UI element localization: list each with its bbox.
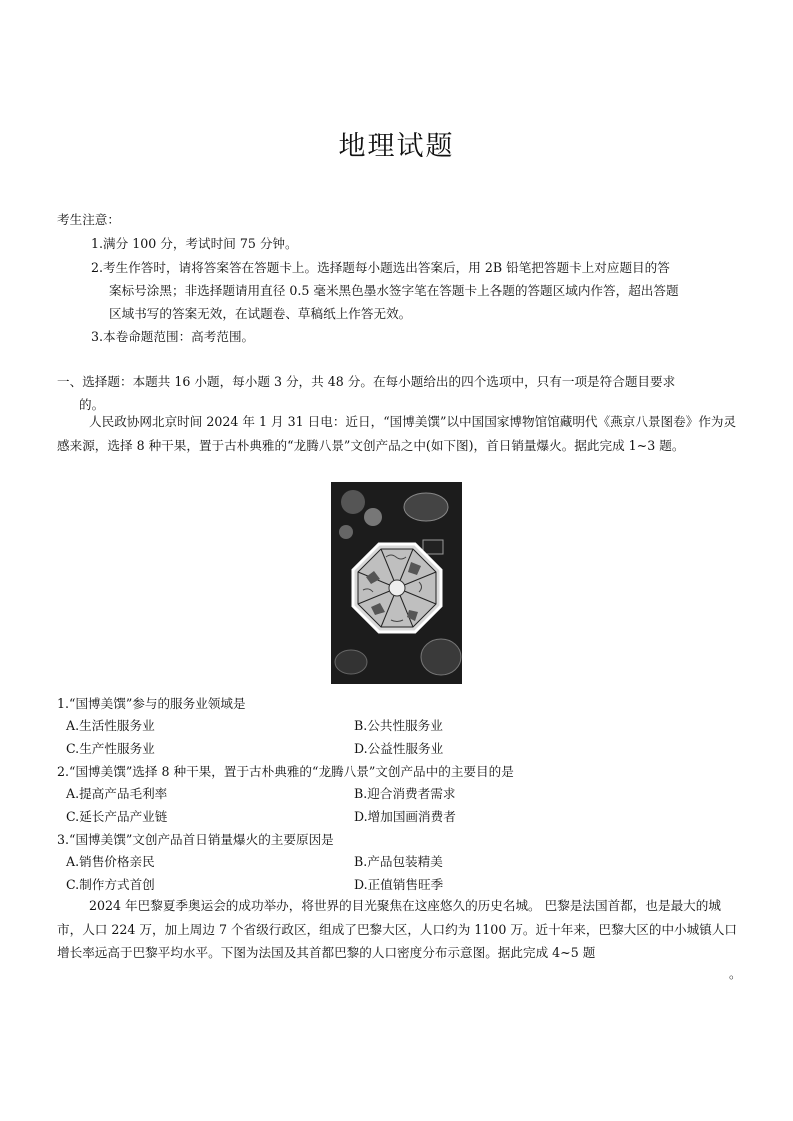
question-3-option-d[interactable]: D.正值销售旺季 bbox=[354, 877, 444, 892]
question-1-option-b[interactable]: B.公共性服务业 bbox=[354, 718, 443, 733]
question-2-stem: 2.“国博美馔”选择 8 种干果，置于古朴典雅的“龙腾八景”文创产品中的主要目的是 bbox=[57, 764, 514, 779]
question-1-option-a[interactable]: A.生活性服务业 bbox=[66, 718, 155, 733]
notice-heading: 考生注意： bbox=[57, 212, 120, 227]
passage-2: 2024 年巴黎夏季奥运会的成功举办，将世界的目光聚焦在这座悠久的历史名城。 巴黎是法国首都，也是最大的城市，人口 224 万，加上周边 7 个省级行政区，组成了巴黎大区，人口约为 1100 万。近十年来，巴黎大区的中小城镇人口增长率远高于巴黎平均水平。下图为法国及其首都巴黎的人口密度分布示意图。据此完成 4~5 题 bbox=[57, 898, 738, 960]
product-photo bbox=[331, 482, 462, 684]
question-3-stem: 3.“国博美馔”文创产品首日销量爆火的主要原因是 bbox=[57, 832, 334, 847]
notice-item-2-cont: 案标号涂黑；非选择题请用直径 0.5 毫米黑色墨水签字笔在答题卡上各题的答题区域内作答，超出答题 bbox=[109, 283, 679, 298]
question-1-stem: 1.“国博美馔”参与的服务业领域是 bbox=[57, 696, 246, 711]
question-3-option-a[interactable]: A.销售价格亲民 bbox=[66, 854, 155, 869]
question-2-option-c[interactable]: C.延长产品产业链 bbox=[66, 809, 168, 824]
passage-2-end-mark: 。 bbox=[729, 966, 742, 981]
question-2-option-b[interactable]: B.迎合消费者需求 bbox=[354, 786, 456, 801]
notice-item-3: 3.本卷命题范围：高考范围。 bbox=[91, 329, 255, 344]
question-1-option-c[interactable]: C.生产性服务业 bbox=[66, 741, 155, 756]
notice-item-1: 1.满分 100 分，考试时间 75 分钟。 bbox=[91, 236, 298, 251]
octagon-box-illustration bbox=[331, 482, 462, 684]
passage-1: 人民政协网北京时间 2024 年 1 月 31 日电：近日，“国博美馔”以中国国家博物馆馆藏明代《燕京八景图卷》作为灵感来源，选择 8 种干果，置于古朴典雅的“龙腾八景”文创产品之中(如下图)，首日销量爆火。据此完成 1~3 题。 bbox=[57, 414, 737, 453]
question-1-option-d[interactable]: D.公益性服务业 bbox=[354, 741, 444, 756]
question-3-option-c[interactable]: C.制作方式首创 bbox=[66, 877, 155, 892]
notice-item-2-cont2: 区域书写的答案无效，在试题卷、草稿纸上作答无效。 bbox=[109, 306, 412, 321]
notice-item-2: 2.考生作答时，请将答案答在答题卡上。选择题每小题选出答案后，用 2B 铅笔把答题卡上对应题目的答 bbox=[91, 260, 670, 275]
question-2-option-a[interactable]: A.提高产品毛利率 bbox=[66, 786, 168, 801]
page-title: 地理试题 bbox=[338, 131, 455, 162]
section-heading: 一、选择题：本题共 16 小题，每小题 3 分，共 48 分。在每小题给出的四个选项中，只有一项是符合题目要求 bbox=[57, 374, 676, 389]
question-2-option-d[interactable]: D.增加国画消费者 bbox=[354, 809, 456, 824]
question-3-option-b[interactable]: B.产品包装精美 bbox=[354, 854, 443, 869]
section-heading-cont: 的。 bbox=[79, 397, 105, 412]
